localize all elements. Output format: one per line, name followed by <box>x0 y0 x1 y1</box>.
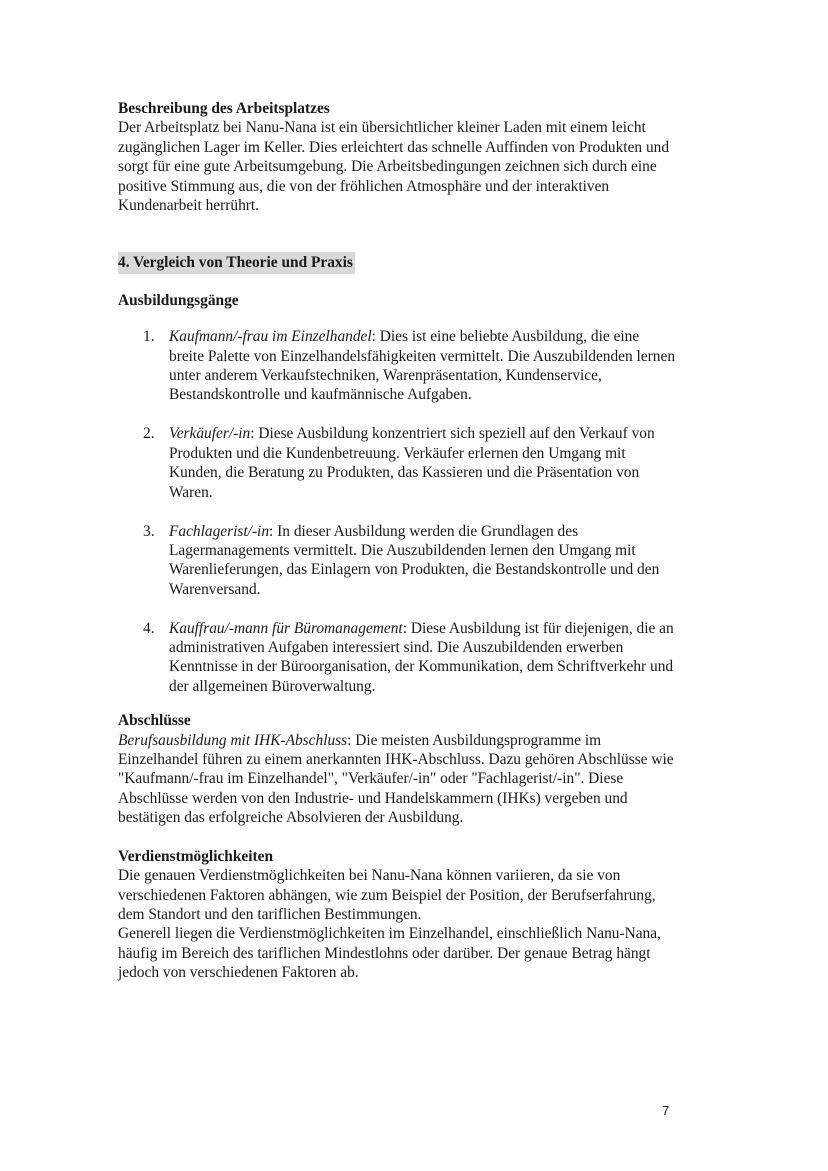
list-item <box>118 327 678 405</box>
list-item <box>118 424 678 502</box>
page-number: 7 <box>662 1103 670 1118</box>
verdienst-paragraph-1: Die genauen Verdienstmöglichkeiten bei Nanu-Nana können variieren, da sie von verschiedenen Faktoren abhängen, wie zum Beispiel der Position, der Berufserfahrung, dem Standort und den tariflichen Bestimmungen. <box>118 867 656 923</box>
list-item-title: Verkäufer/-in <box>169 425 251 443</box>
section-heading: 4. Vergleich von Theorie und Praxis <box>118 252 355 273</box>
list-item <box>118 522 678 600</box>
verdienst-paragraph-2: Generell liegen die Verdienstmöglichkeiten im Einzelhandel, einschließlich Nanu-Nana, häufig im Bereich des tariflichen Mindestlohns oder darüber. Der genaue Betrag hängt jedoch von verschiedenen Faktoren ab. <box>118 925 661 982</box>
list-item-text: : Diese Ausbildung konzentriert sich speziell auf den Verkauf von Produkten und die Kundenbetreuung. Verkäufer erlernen den Umgang mit Kunden, die Beratung zu Produkten, das Kassieren und die Präsentation von Waren. <box>169 425 655 501</box>
verdienst-heading: Verdienstmöglichkeiten <box>118 847 274 865</box>
list-item-title: Fachlagerist/-in <box>169 522 270 540</box>
abschluesse-text: : Die meisten Ausbildungsprogramme im Einzelhandel führen zu einem anerkannten IHK-Abschluss. Dazu gehören Abschlüsse wie "Kaufmann/-frau im Einzelhandel", "Verkäufer/-in" oder "Fachlagerist/-in". Diese Abschlüsse werden von den Industrie- und Handelskammern (IHKs) vergeben und bestätigen das erfolgreiche Absolvieren der Ausbildung. <box>118 731 674 827</box>
list-item <box>118 619 678 697</box>
list-item-text: : Diese Ausbildung ist für diejenigen, die an administrativen Aufgaben interessiert sind. Die Auszubildenden erwerben Kenntnisse in der Büroorganisation, der Kommunikation, dem Schriftverkehr und der allgemeinen Büroverwaltung. <box>169 619 674 695</box>
list-number: 4. <box>143 619 155 637</box>
abschluesse-heading: Abschlüsse <box>118 712 191 730</box>
arbeitsplatz-paragraph: Der Arbeitsplatz bei Nanu-Nana ist ein übersichtlicher kleiner Laden mit einem leicht zugänglichen Lager im Keller. Dies erleichtert das schnelle Auffinden von Produkten und sorgt für eine gute Arbeitsumgebung. Die Arbeitsbedingungen zeichnen sich durch eine positive Stimmung aus, die von der fröhlichen Atmosphäre und der interaktiven Kundenarbeit herrührt. <box>118 119 670 215</box>
list-number: 1. <box>143 328 155 346</box>
list-item-title: Kaufmann/-frau im Einzelhandel <box>169 328 372 346</box>
ausbildung-heading: Ausbildungsgänge <box>118 291 239 309</box>
document-page <box>118 99 678 983</box>
ausbildung-list <box>118 327 678 696</box>
abschluesse-paragraph <box>118 731 678 828</box>
list-number: 2. <box>143 425 155 443</box>
list-item-text: : In dieser Ausbildung werden die Grundlagen des Lagermanagements vermittelt. Die Auszubildenden lernen den Umgang mit Warenlieferungen, das Einlagern von Produkten, die Bestandskontrolle und den Warenversand. <box>169 522 660 598</box>
list-number: 3. <box>143 522 155 540</box>
arbeitsplatz-heading: Beschreibung des Arbeitsplatzes <box>118 100 330 117</box>
list-item-title: Kauffrau/-mann für Büromanagement <box>169 619 403 637</box>
list-item-text: : Dies ist eine beliebte Ausbildung, die eine breite Palette von Einzelhandelsfähigkeiten vermittelt. Die Auszubildenden lernen unter anderem Verkaufstechniken, Warenpräsentation, Kundenservice, Bestandskontrolle und kaufmännische Aufgaben. <box>169 328 676 404</box>
abschluesse-title: Berufsausbildung mit IHK-Abschluss <box>118 731 348 749</box>
